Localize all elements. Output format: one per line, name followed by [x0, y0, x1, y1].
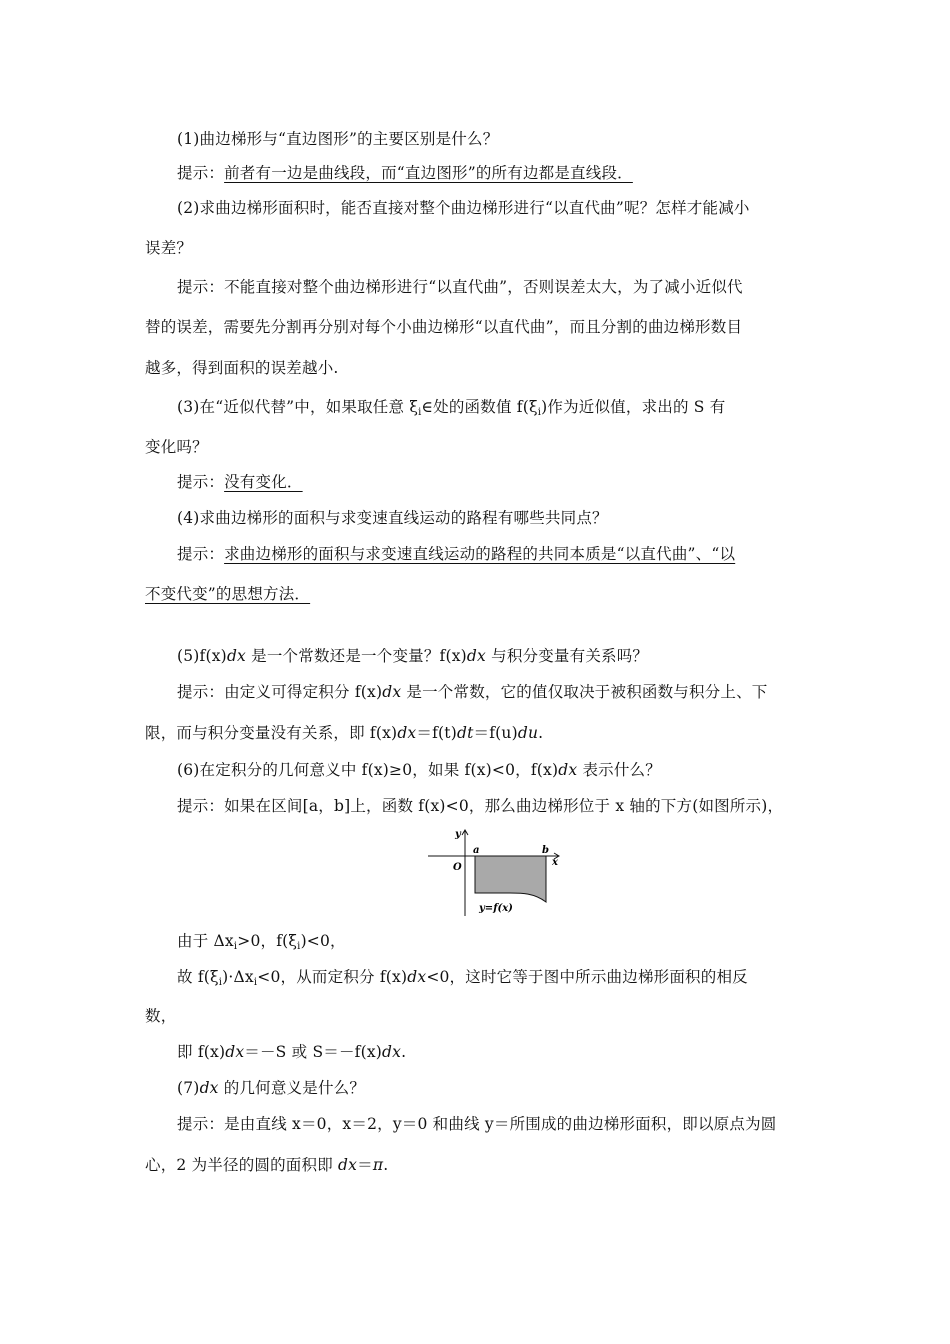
hint-label: 提示： — [177, 164, 225, 182]
q3-text-b: ∈处的函数值 f(ξ — [421, 398, 538, 416]
q5-text-c: 与积分变量有关系吗？ — [486, 647, 649, 665]
question-3-line-2: 变化吗？ — [145, 438, 208, 456]
hint-1 — [177, 162, 633, 184]
h6-2-sub-2: i — [297, 941, 301, 952]
h5-2-text-b: ＝f(t) — [416, 724, 457, 742]
h6-3-text-a: 故 f(ξ — [177, 968, 219, 986]
hint-3 — [177, 471, 303, 493]
hint-2-line-3: 越多，得到面积的误差越小. — [145, 359, 339, 377]
q6-dx: dx — [558, 761, 578, 779]
hint-6-line-4: 数， — [145, 1007, 177, 1025]
h6-2-text-a: 由于 Δx — [177, 932, 234, 950]
h6-5-text-c: . — [401, 1043, 407, 1061]
hint-4-line-2 — [145, 583, 310, 605]
hint-4-answer-1: 求曲边梯形的面积与求变速直线运动的路程的共同本质是“以直代曲”、“以 — [224, 545, 736, 563]
h6-3-dx: dx — [407, 968, 427, 986]
h6-2-text-c: )<0， — [300, 932, 346, 950]
question-3-line-1 — [177, 396, 725, 424]
h5-2-dx: dx — [397, 724, 417, 742]
x-axis-label: x — [552, 857, 558, 868]
a-label: a — [473, 845, 480, 856]
hint-6-line-3 — [177, 966, 748, 994]
hint-3-answer: 没有变化． — [224, 473, 303, 491]
h6-5-text-a: 即 f(x) — [177, 1043, 226, 1061]
hint-2-line-1: 提示：不能直接对整个曲边梯形进行“以直代曲”，否则误差太大，为了减小近似代 — [177, 278, 743, 296]
hint-label: 提示： — [177, 545, 225, 563]
h7-2-text-b: ＝ — [357, 1156, 373, 1174]
hint-1-answer: 前者有一边是曲线段，而“直边图形”的所有边都是直线段． — [224, 164, 633, 182]
h5-2-text-a: 限，而与积分变量没有关系，即 f(x) — [145, 724, 398, 742]
h7-2-text-c: . — [383, 1156, 389, 1174]
question-2-line-1: (2)求曲边梯形面积时，能否直接对整个曲边梯形进行“以直代曲”呢？怎样才能减小 — [177, 199, 750, 217]
h7-2-dx: dx — [338, 1156, 358, 1174]
origin-label: O — [453, 862, 462, 873]
q5-text-b: 是一个常数还是一个变量？f(x) — [246, 647, 467, 665]
curve-label: y=f(x) — [479, 903, 513, 914]
q3-subscript-2: i — [537, 407, 542, 418]
h6-5-dx-1: dx — [225, 1043, 245, 1061]
hint-5-line-2 — [145, 722, 543, 744]
hint-4-answer-2: 不变代变”的思想方法． — [145, 585, 311, 603]
h6-3-sub-1: i — [218, 977, 223, 988]
q6-text-b: 表示什么？ — [577, 761, 661, 779]
hint-2-line-2: 替的误差，需要先分割再分别对每个小曲边梯形“以直代曲”，而且分割的曲边梯形数目 — [145, 318, 743, 336]
q7-text-b: 的几何意义是什么？ — [218, 1079, 366, 1097]
hint-6-line-5 — [177, 1041, 406, 1063]
shaded-area — [475, 856, 546, 902]
h5-2-du: du — [517, 724, 539, 742]
h7-2-text-a: 心，2 为半径的圆的面积即 — [145, 1156, 339, 1174]
h6-5-text-b: ＝－S 或 S＝－f(x) — [244, 1043, 383, 1061]
question-2-line-2: 误差？ — [145, 239, 193, 257]
hint-4-line-1 — [177, 543, 735, 565]
question-6 — [177, 759, 661, 781]
q5-dx-2: dx — [466, 647, 486, 665]
h6-2-text-b: >0，f(ξ — [237, 932, 298, 950]
hint-5-line-1 — [177, 681, 768, 703]
h6-3-text-d: <0，这时它等于图中所示曲边梯形面积的相反 — [426, 968, 748, 986]
b-label: b — [542, 845, 549, 856]
h5-dx: dx — [382, 683, 402, 701]
h6-3-sub-2: i — [253, 977, 258, 988]
q3-text-a: (3)在“近似代替”中，如果取任意 ξ — [177, 398, 419, 416]
h5-text-b: 是一个常数，它的值仅取决于被积函数与积分上、下 — [401, 683, 768, 701]
q7-text-a: (7) — [177, 1079, 200, 1097]
h6-2-sub-1: i — [233, 941, 238, 952]
question-5 — [177, 645, 648, 667]
q3-text-c: )作为近似值，求出的 S 有 — [541, 398, 726, 416]
curved-trapezoid-figure — [424, 823, 562, 918]
h5-2-text-d: . — [538, 724, 544, 742]
h6-3-text-c: <0，从而定积分 f(x) — [257, 968, 408, 986]
question-1: (1)曲边梯形与“直边图形”的主要区别是什么？ — [177, 130, 499, 148]
h5-text-a: 提示：由定义可得定积分 f(x) — [177, 683, 383, 701]
q3-subscript-1: i — [418, 407, 422, 418]
h6-5-dx-2: dx — [382, 1043, 402, 1061]
hint-6-line-2 — [177, 930, 346, 958]
question-4: (4)求曲边梯形的面积与求变速直线运动的路程有哪些共同点？ — [177, 509, 608, 527]
h7-2-pi: π — [372, 1156, 384, 1174]
h5-2-text-c: ＝f(u) — [473, 724, 518, 742]
h6-3-text-b: )·Δx — [222, 968, 254, 986]
hint-7-line-1: 提示：是由直线 x＝0，x＝2，y＝0 和曲线 y＝所围成的曲边梯形面积，即以原点为圆 — [177, 1115, 777, 1133]
q6-text-a: (6)在定积分的几何意义中 f(x)≥0，如果 f(x)<0，f(x) — [177, 761, 559, 779]
question-7 — [177, 1077, 365, 1099]
q5-dx-1: dx — [226, 647, 247, 665]
y-axis-label: y — [455, 829, 461, 840]
q5-text-a: (5)f(x) — [177, 647, 227, 665]
q7-dx: dx — [199, 1079, 219, 1097]
hint-7-line-2 — [145, 1154, 388, 1176]
hint-6-line-1: 提示：如果在区间[a，b]上，函数 f(x)<0，那么曲边梯形位于 x 轴的下方(如图所示)， — [177, 797, 784, 815]
hint-label: 提示： — [177, 473, 225, 491]
h5-2-dt: dt — [456, 724, 474, 742]
